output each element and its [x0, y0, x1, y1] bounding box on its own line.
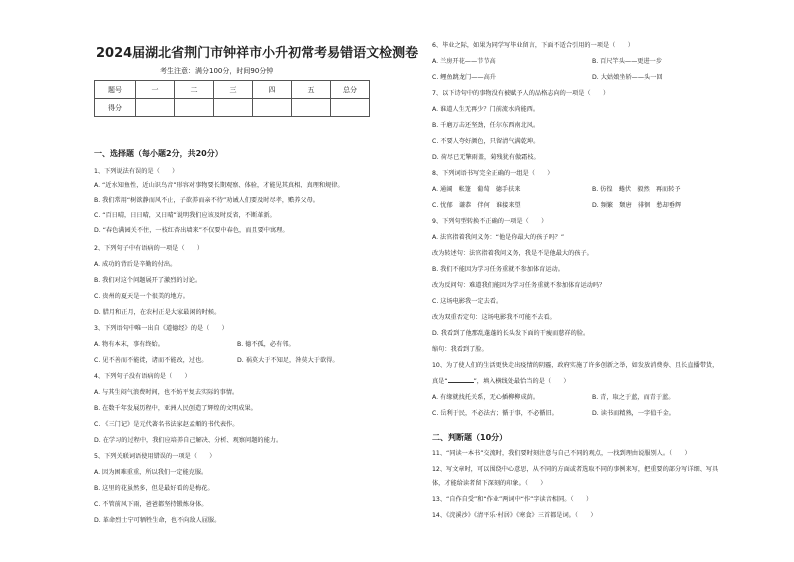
option-a: A. 谁道人生无再少？门前流水尚能西。: [432, 106, 540, 113]
table-cell: 四: [253, 81, 292, 99]
score-table: [94, 80, 370, 117]
option-c: C. 这场电影我一定去看。: [432, 298, 503, 305]
judge-item: 14、《浣溪沙》《清平乐·村居》《寒食》三首都是词。（ ）: [432, 512, 597, 519]
option-d: D. 腊月和正月，在农村正是大家最闲的时候。: [94, 309, 221, 316]
option-c: C. 不管前风下雨，爸爸都坚持锻炼身体。: [94, 501, 208, 508]
question-stem: 10、为了使人们的生活更快走出疫情的阴霾，政府实施了许多创新之举，如发放消费券、且长直播带货，: [432, 362, 719, 369]
question-stem: 6、毕业之际，如果为同学写毕业留言，下面不适合引用的一项是（ ）: [432, 42, 634, 49]
stem-text: 真是“: [432, 378, 448, 385]
option-a: A. 通阔 帐篷 葡萄 德手扶来: [432, 186, 521, 193]
option-b: B. 百尺竿头——更进一步: [592, 58, 663, 65]
option-a: A. 兰房开花——节节高: [432, 58, 496, 65]
option-b-detail: 改为反问句：难道我们能因为学习任务重就不参加体育运动吗？: [432, 282, 606, 289]
table-cell: 题号: [95, 81, 136, 99]
option-d-detail: 缩句：我看到了脸。: [432, 346, 488, 353]
option-d: D. 祸莫大于不知足，咎莫大于欲得。: [237, 357, 339, 364]
score-input-cell[interactable]: [175, 99, 214, 117]
option-b: B. 青，取之于蓝，而青于蓝。: [592, 394, 675, 401]
question-stem: 2、下列句子中有语病的一项是（ ）: [94, 245, 204, 252]
option-a: A. 法官指着我问义务：“他是你最大的孩子吗？”: [432, 234, 565, 241]
score-table-score-row: [95, 99, 370, 117]
option-b: B. 千磨万击还坚劲，任尔东西南北风。: [432, 122, 540, 129]
option-c: C. 岳利于民，不必法古；循于事，不必循旧。: [432, 410, 558, 417]
option-b: B. 彷徨 蜷伏 毅然 再而转予: [592, 186, 681, 193]
option-b: B. 这里的花虽然多，但是最好看的是梅花。: [94, 485, 214, 492]
option-b: B. 我们不能因为学习任务重就不参加体育运动。: [432, 266, 564, 273]
option-a: A. “近水知鱼性，近山识鸟音”形容对事物要长期观察、体验，才能见其真相、真理和规律。: [94, 182, 344, 189]
option-a: A. 有缘就找托关系，无心插柳柳成荫。: [432, 394, 540, 401]
option-c-detail: 改为双重否定句：这场电影我不可能不去看。: [432, 314, 556, 321]
option-b: B. 我们常用“树欲静而风不止，子欲养而亲不待”劝诫人们要及时尽孝，赡养父母。: [94, 197, 319, 204]
score-input-cell[interactable]: [253, 99, 292, 117]
option-c: C. 不要人夸好颜色，只留清气满乾坤。: [432, 138, 540, 145]
option-d: D. 读书而精熟，一字值千金。: [592, 410, 675, 417]
table-cell: 一: [136, 81, 175, 99]
exam-note: 考生注意：满分100分，时间90分钟: [160, 67, 274, 75]
option-d: D. 频繁 颓唐 徘徊 愁却垂辉: [592, 202, 682, 209]
option-a: A. 因为困难重重，所以我们一定能克服。: [94, 469, 208, 476]
option-d: D. 革命烈士宁可牺牲生命，也不向敌人屈服。: [94, 517, 221, 524]
question-stem: 5、下列关联词语使用错误的一项是（ ）: [94, 453, 216, 460]
option-c: C. 《三门记》是元代著名书法家赵孟頫的书代表作。: [94, 421, 239, 428]
section-heading-choice: 一、选择题（每小题2分，共20分）: [94, 149, 223, 158]
table-cell: 二: [175, 81, 214, 99]
score-input-cell[interactable]: [214, 99, 253, 117]
score-input-cell[interactable]: [136, 99, 175, 117]
option-a: A. 成功的背后是辛勤的付出。: [94, 261, 177, 268]
option-d: D. 我看到了他那乱蓬蓬的长头发下面的干瘦而慈祥的脸。: [432, 330, 590, 337]
score-input-cell[interactable]: [331, 99, 370, 117]
option-b: B. 我们对这个问题展开了激烈的讨论。: [94, 277, 202, 284]
score-table-header-row: [95, 81, 370, 99]
option-c: C. “百日晴，日日晴，又日晴”说明我们应该及时反省，不断革新。: [94, 212, 276, 219]
score-input-cell[interactable]: [292, 99, 331, 117]
option-a: A. 物有本末，事有终始。: [94, 341, 164, 348]
option-d: D. 荷尽已无擎雨盖，菊残犹有傲霜枝。: [432, 154, 540, 161]
option-b: B. 德不孤，必有邻。: [237, 341, 295, 348]
option-b: B. 在数千年发展历程中，亚洲人民创造了辉煌的文明成果。: [94, 405, 257, 412]
option-c: C. 见不善而不能徙，诸而不能改，过也。: [94, 357, 208, 364]
option-d: D. 在学习的过程中，我们应培养自己解决、分析、观察问题的能力。: [94, 437, 283, 444]
question-stem-line2: [432, 378, 570, 386]
judge-item-continued: 体，才能给读者留下深刻的印象。（ ）: [432, 480, 547, 487]
question-stem: 1、下列说法有误的是（ ）: [94, 168, 179, 175]
table-cell: 总分: [331, 81, 370, 99]
option-a-detail: 改为转述句：法官指着我问义务，我是不是他最大的孩子。: [432, 250, 593, 257]
judge-item: 12、写文章时，可以围绕中心意思，从不同的方面或者选取不同的事例来写，把重要的部分写详细、写具: [432, 466, 719, 473]
option-c: C. 鲤鱼跳龙门——高升: [432, 74, 496, 81]
question-stem: 8、下列词语书写完全正确的一组是（ ）: [432, 170, 554, 177]
question-stem: 3、下列语句中唯一出自《道德经》的是（ ）: [94, 325, 228, 332]
table-cell: 得分: [95, 99, 136, 117]
judge-item: 13、“自作自受”和“作业”两词中“作”字读音相同。（ ）: [432, 496, 593, 503]
stem-text: ”，填入横线处最恰当的是（ ）: [473, 378, 570, 385]
option-c: C. 贵州的夏天是一个很美的地方。: [94, 293, 189, 300]
table-cell: 三: [214, 81, 253, 99]
judge-item: 11、“同读一本书”交流时，我们要时刻注意与自己不同的观点，一找到理由说服别人。（ ）: [432, 450, 691, 457]
question-stem: 4、下列句子没有语病的是（ ）: [94, 373, 191, 380]
section-heading-judge: 二、判断题（10分）: [432, 433, 508, 442]
question-stem: 7、以下诗句中的事物没有被赋予人的品格志向的一项是（ ）: [432, 90, 610, 97]
fill-blank[interactable]: [448, 382, 474, 383]
table-cell: 五: [292, 81, 331, 99]
option-d: D. “春色满园关不住，一枝红杏出墙来”不仅要中春色，而且要中寓理。: [94, 227, 289, 234]
question-stem: 9、下列句型转换不正确的一项是（ ）: [432, 218, 548, 225]
option-d: D. 大姑娘坐轿——头一回: [592, 74, 663, 81]
option-a: A. 与其生闷气浪费时间，也不妨平复去实际的事情。: [94, 389, 239, 396]
option-c: C. 忧郁 谦恭 伴何 谁接来望: [432, 202, 521, 209]
page-title: 2024届湖北省荆门市钟祥市小升初常考易错语文检测卷: [96, 46, 419, 61]
